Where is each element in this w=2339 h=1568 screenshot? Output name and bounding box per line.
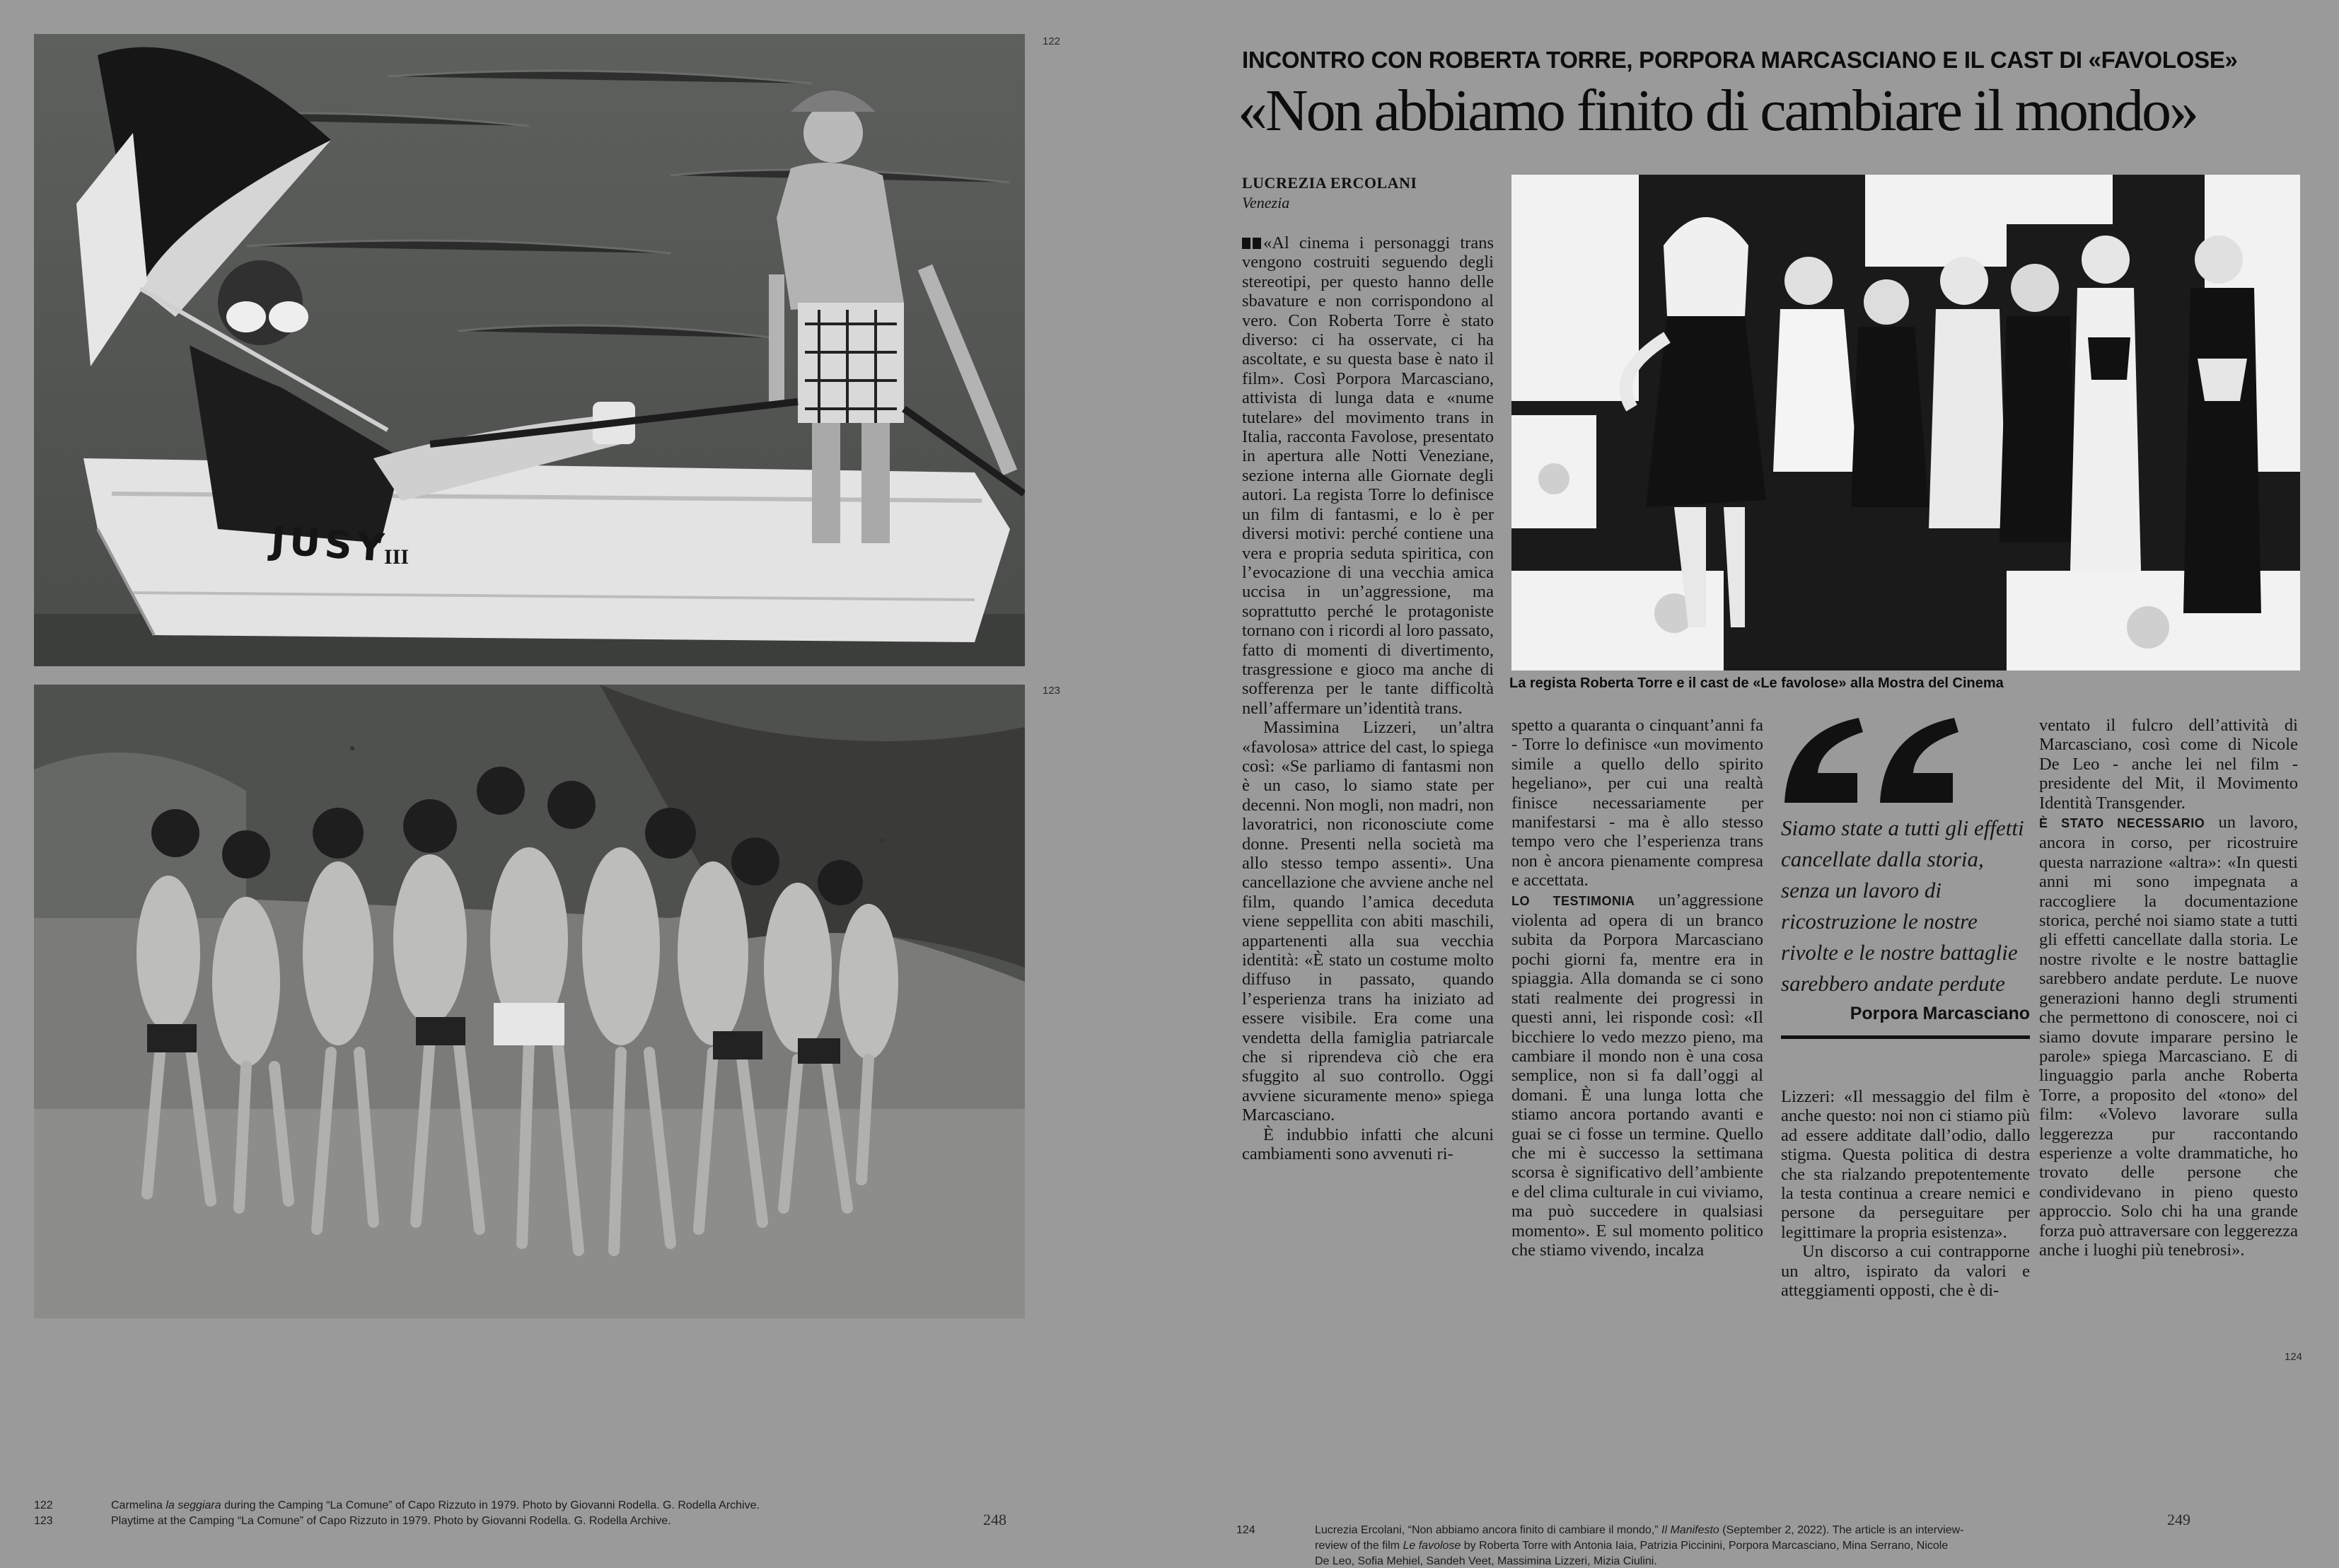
paragraph: Massimina Lizzeri, un’altra «favolosa» attrice del cast, lo spiega così: «Se parliamo di fantasmi non è un caso, lo siamo state per decenni. Non mogli, non madri, non lavoratrici, non riconosciute come donne. Presenti nella società ma allo stesso tempo assenti». Una cancellazione che avviene anche nel film, quando l’amica deceduta viene seppellita con abiti maschili, appartenenti alla sua vecchia identità: «È stato un costume molto diffuso in passato, quando l’esperienza trans ha iniziato ad essere visibile. Era come una vendetta della famiglia patriarcale che si riprendeva ciò che era sfuggito al suo controllo. Oggi avviene sicuramente meno» spiega Marcasciano. <box>1242 718 1494 1125</box>
pull-quote-text: Siamo state a tutti gli effetti cancellate dalla storia, senza un lavoro di ricostruzione le nostre rivolte e le nostre battaglie sarebbero andate perdute <box>1781 815 2024 996</box>
paragraph: «Al cinema i personaggi trans vengono costruiti seguendo degli stereotipi, per questo hanno delle sbavature e non corrispondono al vero. Con Roberta Torre è stato diverso: ci ha osservate, ci ha ascoltate, e su questa base è nato il film». Così Porpora Marcasciano, attivista di lunga data e «nume tutelare» del movimento trans in Italia, racconta Favolose, presentato in apertura alle Notti Veneziane, sezione interna alle Giornate degli autori. La regista Torre lo definisce un film di fantasmi, e lo è per diversi motivi: perché contiene una vera e propria seduta spiritica, con l’evocazione di una vecchia amica uccisa in un’aggressione, ma soprattutto perché le protagoniste tornano con i ricordi al loro passato, fatto di momenti di divertimento, trasgressione e gioco ma anche di sofferenza per le tante difficoltà nell’affermare un’identità trans. <box>1242 233 1494 718</box>
run-in-head: È STATO NECESSARIO <box>2039 816 2205 831</box>
pull-quote-author: Porpora Marcasciano <box>1781 1004 2030 1039</box>
article-column-3 <box>1781 1087 2030 1300</box>
paragraph: LO TESTIMONIA un’aggressione violenta ad opera di un branco subita da Porpora Marcasciano pochi giorni fa, mentre era in spiaggia. Alla domanda se ci sono stati realmente dei progressi in questi anni, lei risponde così: «Il bicchiere lo vedo mezzo pieno, ma cambiare il mondo non è una cosa semplice, non si fa dall’oggi al domani. È una lunga lotta che stiamo ancora portando avanti e guai se ci fosse un termine. Quello che mi è successo la settimana scorsa è significativo dell’ambiente e del clima culturale in cui viviamo, ma può succedere in qualsiasi momento». E sul momento politico che stiamo vivendo, incalza <box>1511 890 1763 1260</box>
paragraph: È STATO NECESSARIO un lavoro, ancora in corso, per ricostruire questa narrazione «altra»: «In questi anni mi sono impegnata a raccogliere la documentazione storica, perché noi siamo state a tutti gli effetti cancellate dalla storia. Le nostre rivolte e le nostre battaglie sarebbero andate perdute. Le nuove generazioni hanno degli strumenti che permettono di conoscere, noi ci siamo dovute imparare persino le parole» spiega Marcasciano. E di linguaggio parla anche Roberta Torre, a proposito del «tono» del film: «Volevo lavorare sulla leggerezza pur raccontando esperienze a volte drammatiche, ho trovato delle persone che condividevano in pieno questo approccio. Solo chi ha una grande forza può attraversare con leggerezza anche i luoghi più tenebrosi». <box>2039 813 2298 1260</box>
paragraph: Un discorso a cui contrapporne un altro, ispirato da valori e atteggiamenti opposti, che è di- <box>1781 1242 2030 1301</box>
paragraph: ventato il fulcro dell’attività di Marcasciano, così come di Nicole De Leo - anche lei nel film - presidente del Mit, il Movimento Identità Transgender. <box>2039 716 2298 813</box>
pull-quote <box>1781 718 2030 1039</box>
caption-number-123: 123 <box>34 1515 53 1527</box>
photo-boat <box>34 34 1025 666</box>
footnote-line-2: review of the film Le favolose by Roberta Torre with Antonia Iaia, Patrizia Piccinini, Porpora Marcasciano, Mina Serrano, Nicole <box>1315 1540 1949 1552</box>
folio-left: 248 <box>983 1511 1006 1528</box>
boat-numeral: III <box>384 545 410 569</box>
paragraph: Lizzeri: «Il messaggio del film è anche questo: noi non ci stiamo più ad essere additate dall’odio, dallo stigma. Questa politica di destra che sta rialzando prepotentemente la testa continua a creare nemici e persone da perseguitare per legittimare la propria esistenza». <box>1781 1087 2030 1242</box>
paragraph: spetto a quaranta o cinquant’anni fa - Torre lo definisce «un movimento simile a quello dello spirito hegeliano», per cui una realtà finisce necessariamente per manifestarsi - ma è allo stesso tempo vero che l’esperienza trans non è ancora pienamente compresa e accettata. <box>1511 716 1763 890</box>
caption-number-122: 122 <box>34 1499 53 1511</box>
photo-number-122: 122 <box>1043 35 1061 47</box>
article-kicker: INCONTRO CON ROBERTA TORRE, PORPORA MARCASCIANO E IL CAST DI «FAVOLOSE» <box>1242 47 2238 73</box>
run-in-head: LO TESTIMONIA <box>1511 893 1635 908</box>
article-column-2 <box>1511 716 1763 1260</box>
footnote-number: 124 <box>1236 1524 1255 1536</box>
author-name: LUCREZIA ERCOLANI <box>1242 174 1417 192</box>
article-headline: «Non abbiamo finito di cambiare il mondo» <box>1238 78 2198 144</box>
caption-122: Carmelina la seggiara during the Camping “La Comune” of Capo Rizzuto in 1979. Photo by Giovanni Rodella. G. Rodella Archive. <box>111 1499 760 1511</box>
article-column-4 <box>2039 716 2298 1260</box>
footnote-line-3: De Leo, Sofia Mehiel, Sandeh Veet, Massimina Lizzeri, Mizia Ciulini. <box>1315 1555 1657 1567</box>
photo-cast <box>1511 175 2300 670</box>
photo-caption: La regista Roberta Torre e il cast de «Le favolose» alla Mostra del Cinema <box>1509 675 2004 691</box>
clipping-number: 124 <box>2285 1351 2303 1363</box>
author-city: Venezia <box>1242 194 1290 211</box>
footnote-line-1: Lucrezia Ercolani, “Non abbiamo ancora finito di cambiare il mondo,” Il Manifesto (September 2, 2022). The article is an interview- <box>1315 1524 1964 1536</box>
byline <box>1242 174 1417 212</box>
boat-name: JUSY <box>269 518 390 571</box>
paragraph: È indubbio infatti che alcuni cambiamenti sono avvenuti ri- <box>1242 1125 1494 1164</box>
photo-number-123: 123 <box>1043 685 1061 697</box>
caption-123: Playtime at the Camping “La Comune” of Capo Rizzuto in 1979. Photo by Giovanni Rodella. G. Rodella Archive. <box>111 1515 671 1527</box>
folio-right: 249 <box>2167 1511 2190 1528</box>
quote-mark-icon <box>1781 718 1965 806</box>
photo-beach-dance <box>34 685 1025 1318</box>
article-column-1 <box>1242 233 1494 1164</box>
